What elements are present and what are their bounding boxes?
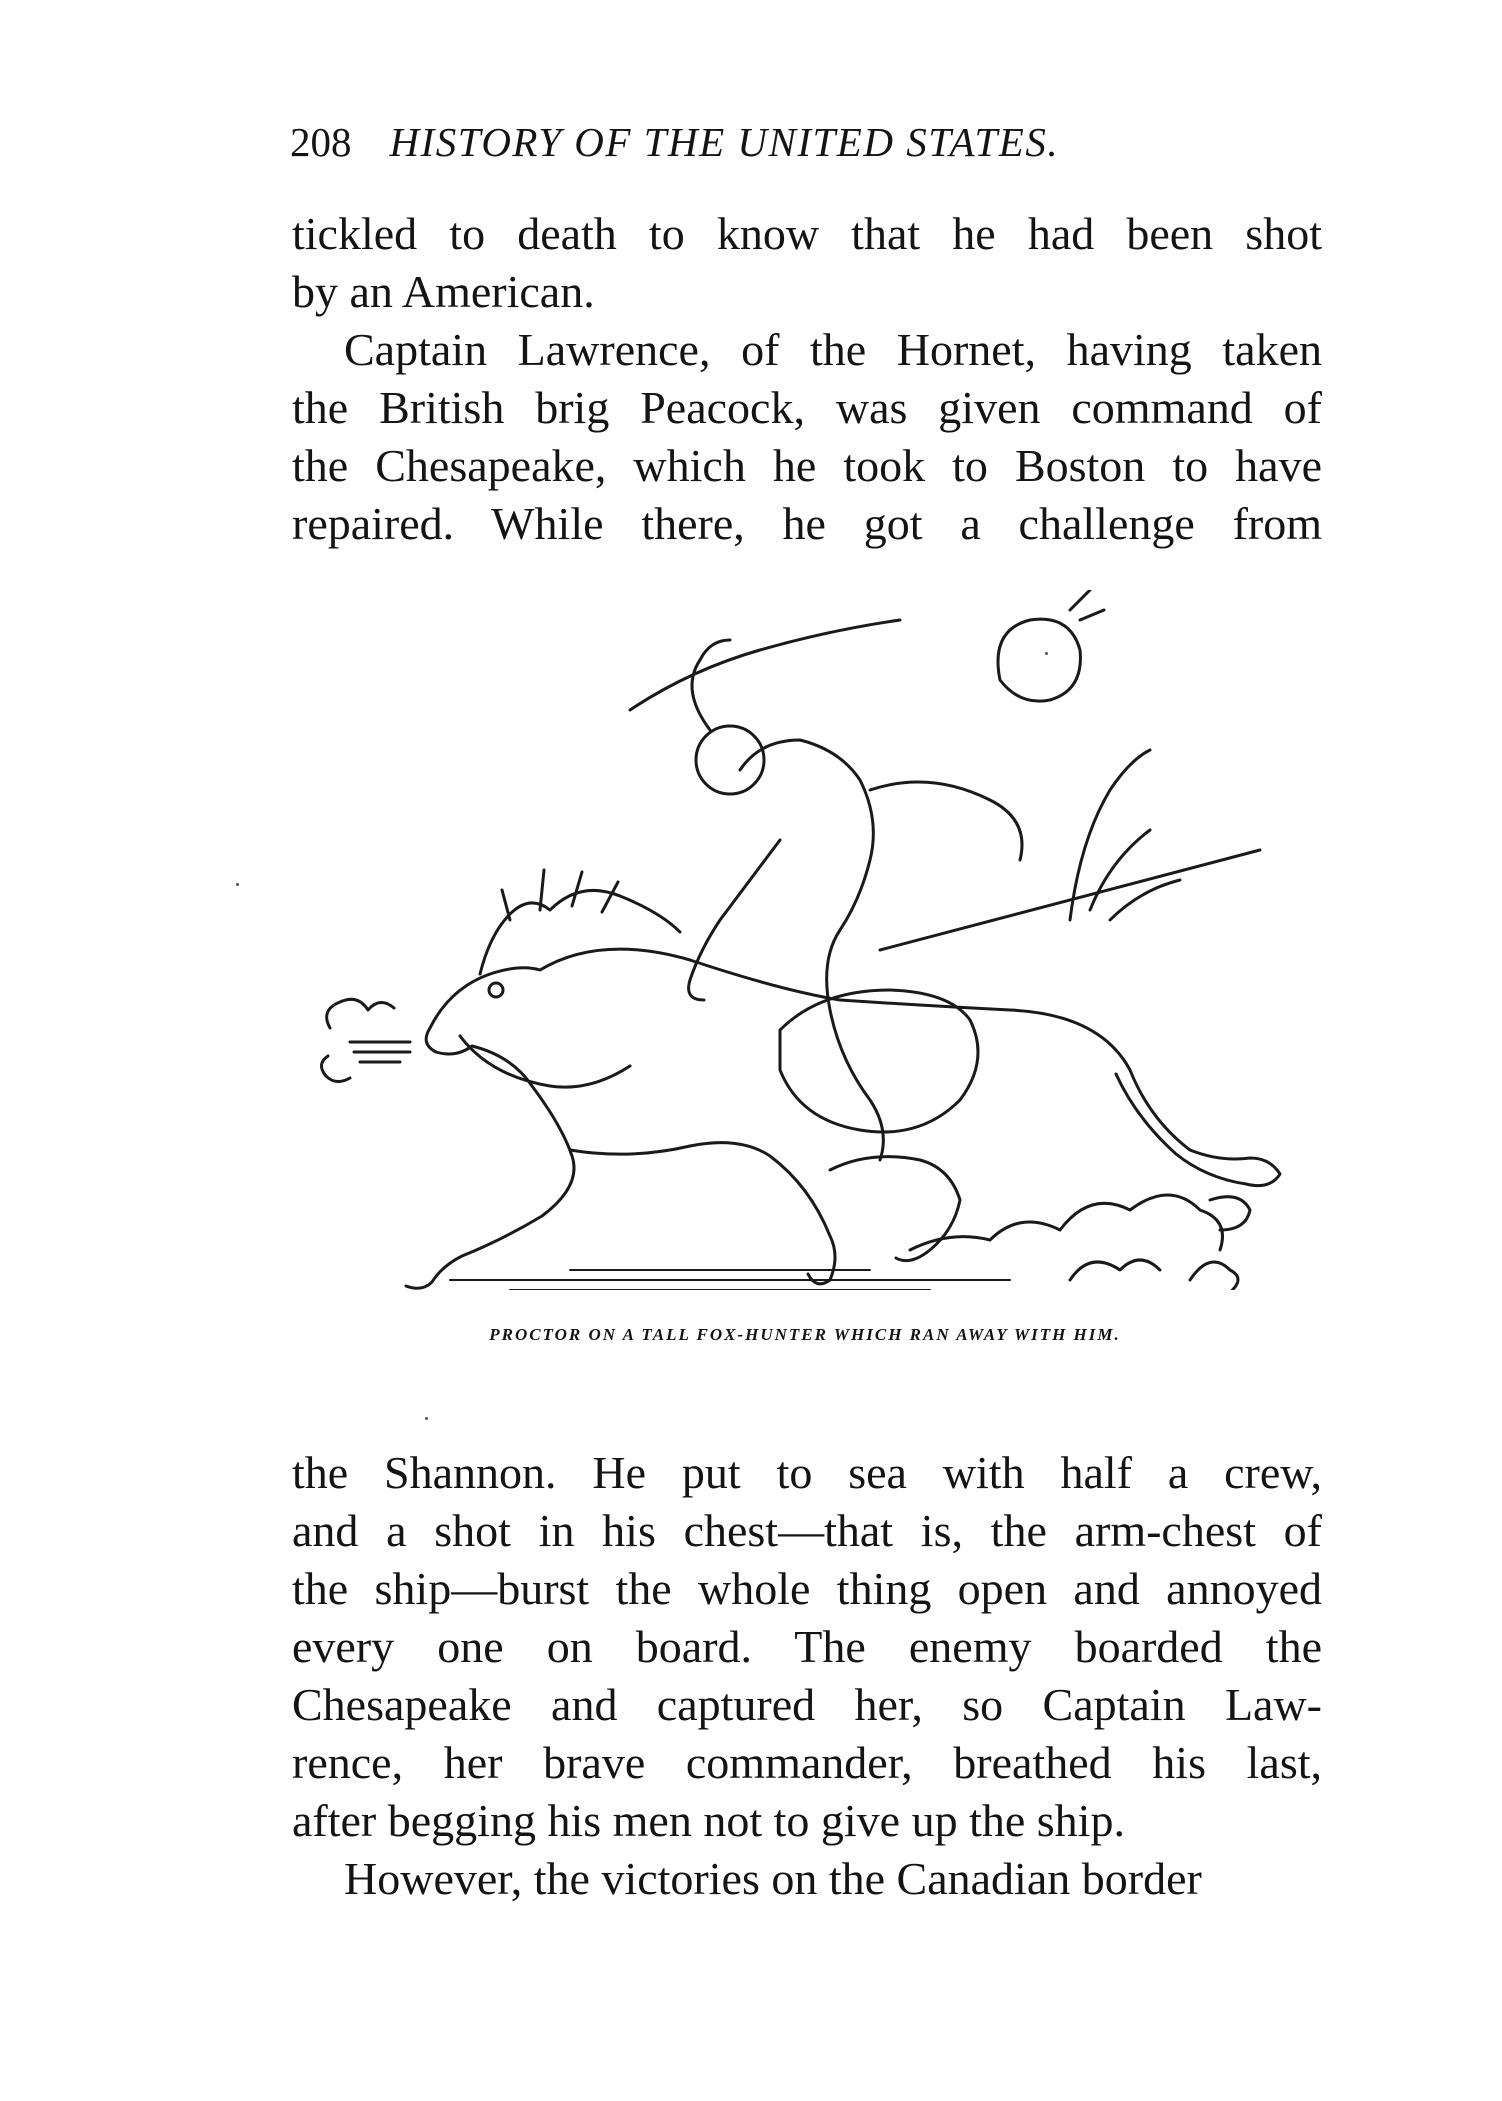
running-title: HISTORY OF THE UNITED STATES. — [389, 119, 1060, 165]
text-line: the Chesapeake, which he took to Boston to have — [292, 440, 1322, 491]
text-line: the Shannon. He put to sea with half a crew, — [292, 1447, 1322, 1498]
text-line: tickled to death to know that he had been shot — [292, 208, 1322, 259]
text-line: every one on board. The enemy boarded the — [292, 1621, 1322, 1672]
page-number: 208 — [290, 119, 352, 165]
text-line: However, the victories on the Canadian border — [344, 1853, 1202, 1904]
text-line: the ship—burst the whole thing open and annoyed — [292, 1563, 1322, 1614]
paper-speck — [236, 883, 239, 886]
text-line: repaired. While there, he got a challenge from — [292, 498, 1322, 549]
text-line: Captain Lawrence, of the Hornet, having taken — [344, 324, 1322, 375]
body-text-bottom — [292, 1444, 1322, 1908]
text-line: the British brig Peacock, was given command of — [292, 382, 1322, 433]
paper-speck — [425, 1417, 428, 1420]
running-header — [290, 118, 1310, 166]
illustration-caption: PROCTOR ON A TALL FOX-HUNTER WHICH RAN AWAY WITH HIM. — [489, 1325, 1121, 1344]
text-line: rence, her brave commander, breathed his last, — [292, 1737, 1322, 1788]
text-line: by an American. — [292, 266, 595, 317]
text-line: Chesapeake and captured her, so Captain Law- — [292, 1679, 1322, 1730]
paper-speck — [1045, 652, 1048, 655]
body-text-top — [292, 205, 1322, 553]
text-line: and a shot in his chest—that is, the arm-chest of — [292, 1505, 1322, 1556]
text-line: after begging his men not to give up the ship. — [292, 1795, 1125, 1846]
horse-rider-illustration — [310, 590, 1310, 1290]
